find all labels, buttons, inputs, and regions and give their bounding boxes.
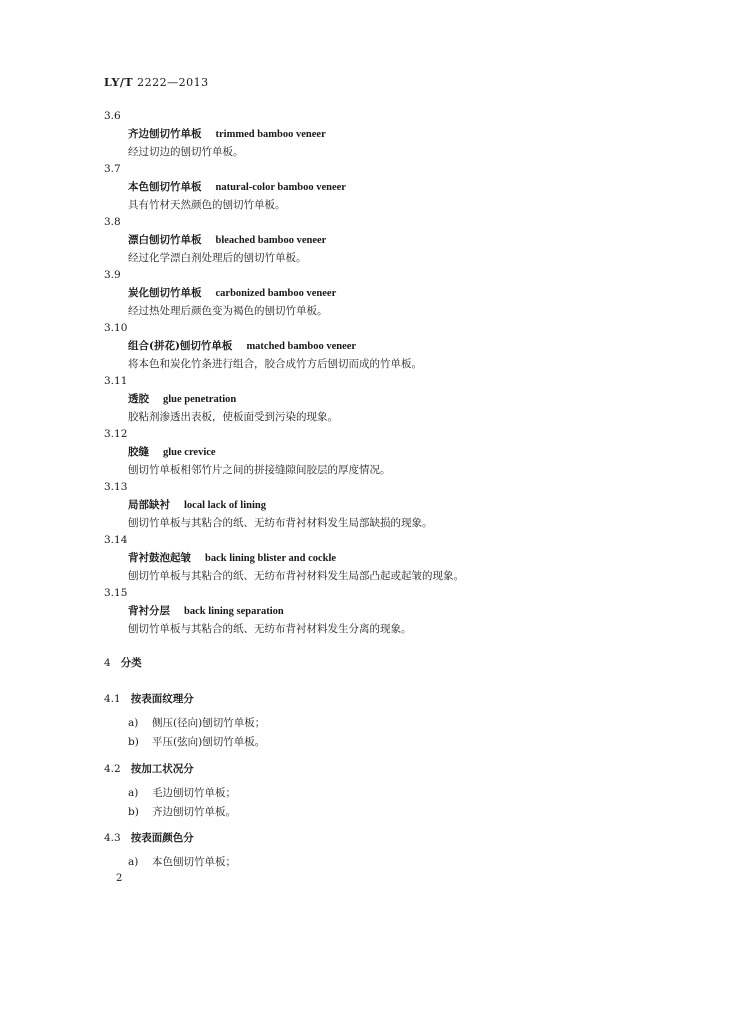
term-entry (104, 108, 664, 161)
term-entry (104, 267, 664, 320)
list-item (128, 784, 236, 803)
term-en: matched bamboo veneer (246, 341, 357, 352)
classification-list (128, 784, 236, 822)
document-header (104, 76, 209, 89)
term-number: 3.11 (104, 375, 128, 387)
term-zh: 齐边刨切竹单板 (128, 128, 202, 140)
term-en: natural-color bamboo veneer (215, 182, 346, 193)
classification-list (128, 714, 265, 752)
standard-code: LY/T (104, 76, 134, 89)
term-en: back lining separation (184, 606, 284, 617)
classification-list (128, 853, 236, 872)
term-entry (104, 479, 664, 532)
standard-number: 2222—2013 (137, 76, 209, 89)
term-number: 3.13 (104, 481, 128, 493)
list-text: 平压(弦向)刨切竹单板。 (152, 736, 266, 748)
term-number: 3.9 (104, 269, 121, 281)
subsection-heading (104, 830, 194, 845)
list-item (128, 714, 265, 733)
subsection-title: 按加工状况分 (130, 763, 194, 775)
section-number: 4 (104, 657, 111, 669)
term-definition: 经过切边的刨切竹单板。 (128, 146, 244, 158)
subsection-number: 4.2 (104, 763, 121, 775)
list-marker: b) (128, 736, 139, 748)
list-item (128, 733, 265, 752)
list-item (128, 803, 236, 822)
term-entry (104, 161, 664, 214)
subsection-number: 4.1 (104, 693, 121, 705)
term-entry (104, 426, 664, 479)
list-marker: a) (128, 717, 139, 729)
term-title (104, 284, 664, 302)
term-definition: 胶粘剂渗透出表板，使板面受到污染的现象。 (128, 411, 338, 423)
term-en: glue penetration (163, 394, 237, 405)
term-definition: 刨切竹单板与其粘合的纸、无纺布背衬材料发生局部凸起或起皱的现象。 (128, 570, 464, 582)
section-title: 分类 (120, 657, 142, 669)
subsection-heading (104, 761, 194, 776)
term-definition: 经过热处理后颜色变为褐色的刨切竹单板。 (128, 305, 328, 317)
term-entry (104, 585, 664, 638)
subsection-title: 按表面颜色分 (130, 832, 194, 844)
term-number: 3.12 (104, 428, 128, 440)
list-marker: a) (128, 787, 139, 799)
subsection-title: 按表面纹理分 (130, 693, 194, 705)
term-definition: 刨切竹单板与其粘合的纸、无纺布背衬材料发生分离的现象。 (128, 623, 412, 635)
list-text: 齐边刨切竹单板。 (152, 806, 236, 818)
term-en: glue crevice (163, 447, 216, 458)
term-en: back lining blister and cockle (205, 553, 337, 564)
term-title (104, 549, 664, 567)
term-definition: 将本色和炭化竹条进行组合，胶合成竹方后刨切而成的竹单板。 (128, 358, 422, 370)
term-definition: 刨切竹单板相邻竹片之间的拼接缝隙间胶层的厚度情况。 (128, 464, 391, 476)
term-zh: 组合(拼花)刨切竹单板 (128, 340, 233, 352)
terms-section (104, 108, 664, 638)
term-en: bleached bamboo veneer (215, 235, 327, 246)
term-number: 3.10 (104, 322, 128, 334)
term-entry (104, 532, 664, 585)
term-en: carbonized bamboo veneer (215, 288, 337, 299)
term-title (104, 125, 664, 143)
term-zh: 背衬分层 (128, 605, 170, 617)
list-text: 侧压(径向)刨切竹单板； (152, 717, 266, 729)
term-definition: 经过化学漂白剂处理后的刨切竹单板。 (128, 252, 307, 264)
term-number: 3.8 (104, 216, 121, 228)
term-zh: 透胶 (128, 393, 149, 405)
term-number: 3.14 (104, 534, 128, 546)
term-title (104, 390, 664, 408)
term-zh: 本色刨切竹单板 (128, 181, 202, 193)
term-zh: 胶缝 (128, 446, 149, 458)
term-zh: 局部缺衬 (128, 499, 170, 511)
subsection-heading (104, 691, 194, 706)
term-title (104, 337, 664, 355)
term-zh: 背衬鼓泡起皱 (128, 552, 191, 564)
list-marker: a) (128, 856, 139, 868)
term-en: local lack of lining (184, 500, 266, 511)
term-number: 3.6 (104, 110, 121, 122)
term-en: trimmed bamboo veneer (215, 129, 326, 140)
list-item (128, 853, 236, 872)
term-definition: 刨切竹单板与其粘合的纸、无纺布背衬材料发生局部缺损的现象。 (128, 517, 433, 529)
term-title (104, 443, 664, 461)
term-zh: 炭化刨切竹单板 (128, 287, 202, 299)
term-title (104, 178, 664, 196)
list-marker: b) (128, 806, 139, 818)
term-number: 3.7 (104, 163, 121, 175)
term-title (104, 231, 664, 249)
subsection-number: 4.3 (104, 832, 121, 844)
term-zh: 漂白刨切竹单板 (128, 234, 202, 246)
list-text: 毛边刨切竹单板； (152, 787, 236, 799)
term-number: 3.15 (104, 587, 128, 599)
section-heading (104, 655, 142, 670)
term-entry (104, 320, 664, 373)
term-title (104, 602, 664, 620)
term-definition: 具有竹材天然颜色的刨切竹单板。 (128, 199, 286, 211)
page-number: 2 (116, 873, 123, 884)
list-text: 本色刨切竹单板； (152, 856, 236, 868)
term-entry (104, 214, 664, 267)
term-entry (104, 373, 664, 426)
term-title (104, 496, 664, 514)
